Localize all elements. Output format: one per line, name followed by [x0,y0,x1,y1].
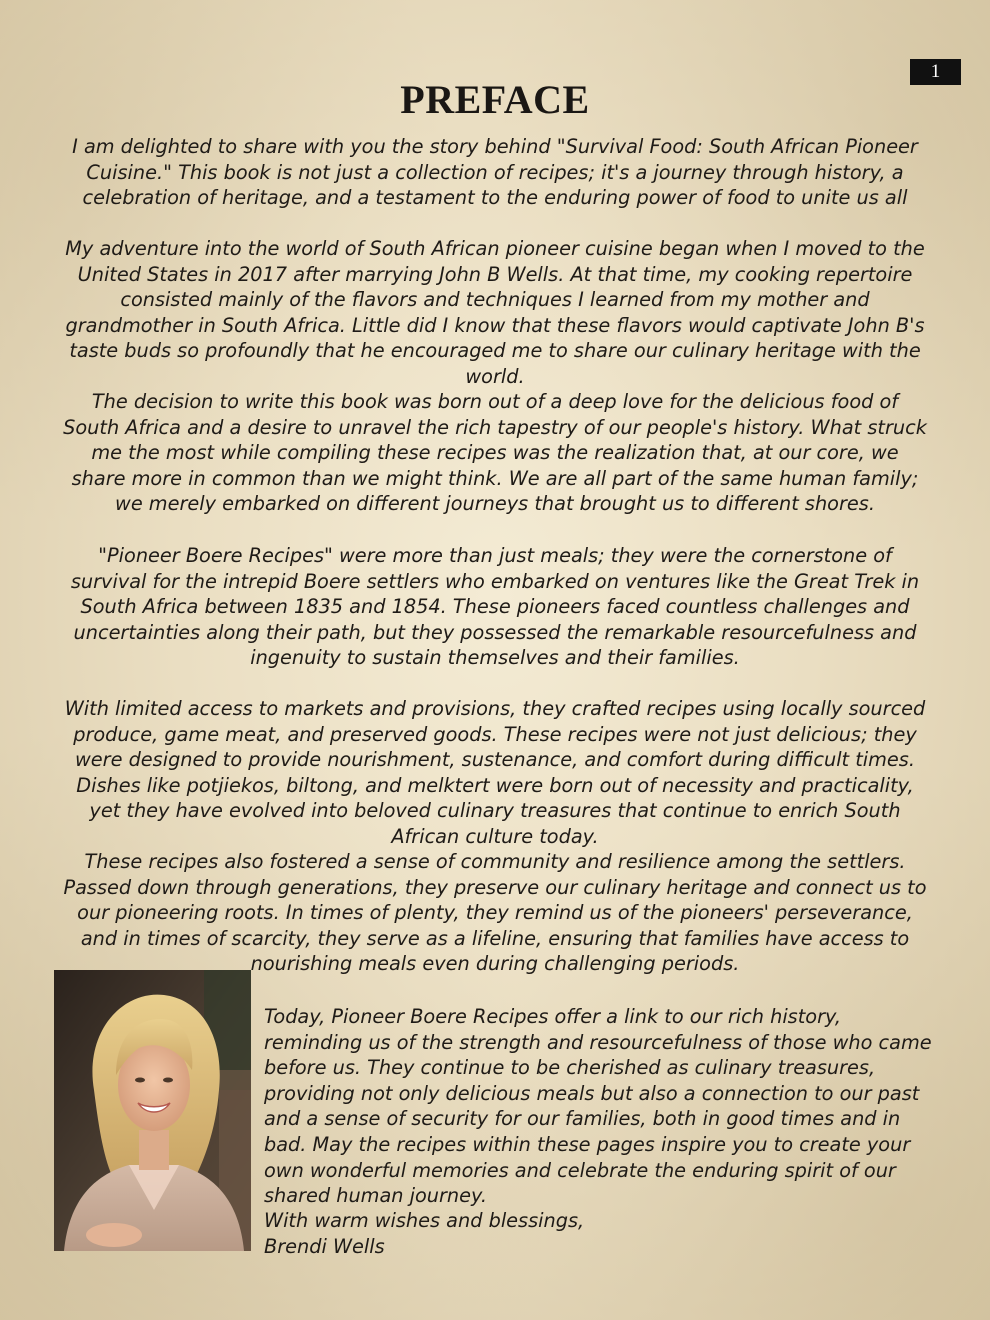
preface-paragraph-6: These recipes also fostered a sense of community and resilience among the settlers. Passed down through generations, they preserve our culinary heritage and connect us to our pioneering roots. In times of plenty, they remind us of the pioneers' perseverance, and in times of scarcity, they serve as a lifeline, ensuring that families have access to nourishing meals even during challenging periods. [63,850,927,976]
preface-paragraph-4: "Pioneer Boere Recipes" were more than just meals; they were the cornerstone of survival for the intrepid Boere settlers who embarked on ventures like the Great Trek in South Africa between 1835 and 1854. These pioneers faced countless challenges and uncertainties along their path, but they possessed the remarkable resourcefulness and ingenuity to sustain themselves and their families. [70,544,920,670]
author-photo [54,970,251,1251]
signoff-closing: With warm wishes and blessings, [264,1209,585,1232]
page-title: PREFACE [400,77,590,122]
preface-paragraph-7: Today, Pioneer Boere Recipes offer a link to our rich history, reminding us of the strength and resourcefulness of those who came before us. They continue to be cherished as culinary treasures, providing not only delicious meals but also a connection to our past and a sense of security for our families, both in good times and in bad. May the recipes within these pages inspire you to create your own wonderful memories and celebrate the enduring spirit of our shared human journey. [264,1005,932,1208]
signoff [264,1208,584,1259]
preface-paragraph-3: The decision to write this book was born out of a deep love for the delicious food of South Africa and a desire to unravel the rich tapestry of our people's history. What struck me the most while compiling these recipes was the realization that, at our core, we share more in common than we might think. We are all part of the same human family; we merely embarked on different journeys that brought us to different shores. [63,390,927,516]
preface-paragraph-2: My adventure into the world of South African pioneer cuisine began when I moved to the United States in 2017 after marrying John B Wells. At that time, my cooking repertoire consisted mainly of the flavors and techniques I learned from my mother and grandmother in South Africa. Little did I know that these flavors would captivate John B's taste buds so profoundly that he encouraged me to share our culinary heritage with the world. [65,237,925,388]
page-number: 1 [910,59,961,85]
signoff-name: Brendi Wells [264,1234,385,1258]
preface-paragraph-1: I am delighted to share with you the story behind "Survival Food: South African Pioneer Cuisine." This book is not just a collection of recipes; it's a journey through history, a celebration of heritage, and a testament to the enduring power of food to unite us all [72,135,918,210]
preface-paragraph-5: With limited access to markets and provisions, they crafted recipes using locally sourced produce, game meat, and preserved goods. These recipes were not just delicious; they were designed to provide nourishment, sustenance, and comfort during difficult times. Dishes like potjiekos, biltong, and melktert were born out of necessity and practicality, yet they have evolved into beloved culinary treasures that continue to enrich South African culture today. [64,697,926,848]
